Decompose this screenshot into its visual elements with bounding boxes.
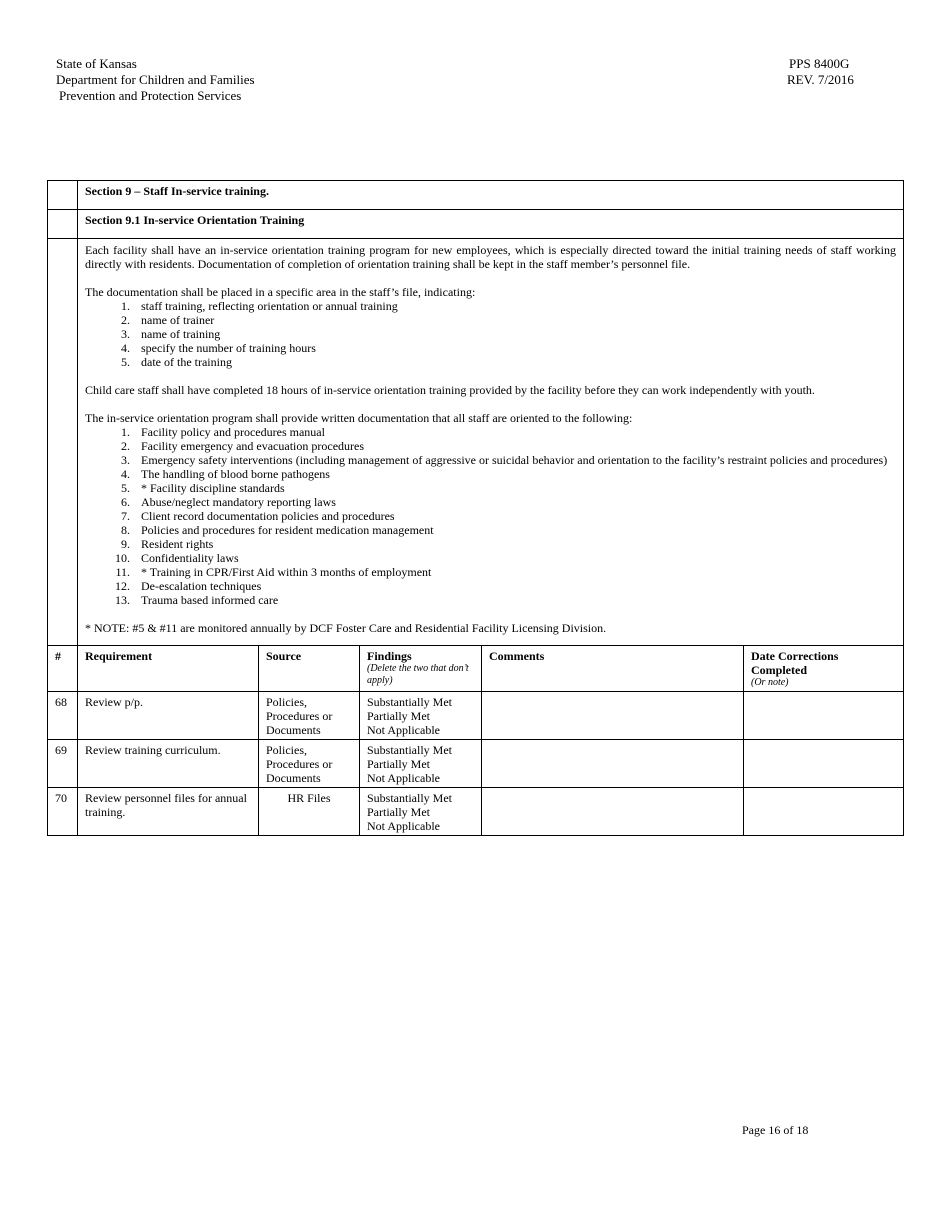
section-body-row xyxy=(48,239,904,646)
list-item xyxy=(85,509,896,523)
list-item-text: Confidentiality laws xyxy=(141,551,239,565)
list-item-number: 7. xyxy=(121,509,130,523)
findings-label: Findings xyxy=(367,649,412,663)
list-item-number: 5. xyxy=(121,481,130,495)
row-requirement: Review training curriculum. xyxy=(78,740,259,788)
list-item-number: 10. xyxy=(115,551,130,565)
list-item-text: Policies and procedures for resident medication management xyxy=(141,523,434,537)
division-name: Prevention and Protection Services xyxy=(59,88,242,103)
list-item-text: * Training in CPR/First Aid within 3 months of employment xyxy=(141,565,432,579)
list-item-text: Facility emergency and evacuation procedures xyxy=(141,439,365,453)
list-item-text: Emergency safety interventions (including management of aggressive or suicidal behavior and orientation to the facility’s restraint policies and procedures) xyxy=(141,453,888,467)
list-item xyxy=(85,425,896,439)
list-item xyxy=(85,579,896,593)
table-row xyxy=(48,692,904,740)
date-label-line1: Date Corrections xyxy=(751,649,839,663)
section-subtitle: Section 9.1 In-service Orientation Training xyxy=(78,210,904,239)
list-item-number: 12. xyxy=(115,579,130,593)
finding-option[interactable]: Substantially Met xyxy=(367,791,452,805)
paragraph-program: The in-service orientation program shall provide written documentation that all staff are oriented to the following: xyxy=(85,411,633,425)
list-item-text: date of the training xyxy=(141,355,232,369)
finding-option[interactable]: Partially Met xyxy=(367,805,430,819)
row-findings[interactable] xyxy=(360,740,482,788)
finding-option[interactable]: Not Applicable xyxy=(367,771,440,785)
column-header-row xyxy=(48,646,904,692)
row-requirement: Review p/p. xyxy=(78,692,259,740)
row-findings[interactable] xyxy=(360,788,482,836)
list-item-text: specify the number of training hours xyxy=(141,341,316,355)
list-item-number: 9. xyxy=(121,537,130,551)
list-item-number: 1. xyxy=(121,425,130,439)
list-item xyxy=(85,565,896,579)
row-comments[interactable] xyxy=(482,788,744,836)
row-comments[interactable] xyxy=(482,692,744,740)
row-number: 69 xyxy=(48,740,78,788)
list-item-text: staff training, reflecting orientation or annual training xyxy=(141,299,398,313)
list-item-number: 11. xyxy=(115,565,130,579)
finding-option[interactable]: Partially Met xyxy=(367,757,430,771)
list-item xyxy=(85,537,896,551)
list-item xyxy=(85,523,896,537)
requirements-table xyxy=(47,180,904,836)
documentation-list xyxy=(85,299,896,369)
row-requirement: Review personnel files for annual training. xyxy=(78,788,259,836)
finding-option[interactable]: Not Applicable xyxy=(367,819,440,833)
list-item xyxy=(85,453,896,467)
col-comments-header: Comments xyxy=(482,646,744,692)
list-item xyxy=(85,327,896,341)
list-item xyxy=(85,551,896,565)
row-date[interactable] xyxy=(744,692,904,740)
list-item-number: 8. xyxy=(121,523,130,537)
orientation-topics-list xyxy=(85,425,896,607)
paragraph-documentation: The documentation shall be placed in a specific area in the staff’s file, indicating: xyxy=(85,285,476,299)
list-item xyxy=(85,467,896,481)
col-source-header: Source xyxy=(259,646,360,692)
list-item xyxy=(85,299,896,313)
col-date-header xyxy=(744,646,904,692)
col-findings-header xyxy=(360,646,482,692)
list-item-text: The handling of blood borne pathogens xyxy=(141,467,330,481)
list-item-text: Resident rights xyxy=(141,537,214,551)
section-body xyxy=(78,239,904,646)
list-item-text: Abuse/neglect mandatory reporting laws xyxy=(141,495,336,509)
row-findings[interactable] xyxy=(360,692,482,740)
list-item xyxy=(85,593,896,607)
date-note: (Or note) xyxy=(751,677,789,688)
table-row xyxy=(48,788,904,836)
list-item xyxy=(85,355,896,369)
blank-cell xyxy=(48,210,78,239)
list-item-text: name of trainer xyxy=(141,313,215,327)
department-name: Department for Children and Families xyxy=(56,72,255,87)
row-source: HR Files xyxy=(259,788,360,836)
finding-option[interactable]: Substantially Met xyxy=(367,695,452,709)
table-row xyxy=(48,740,904,788)
list-item-number: 1. xyxy=(121,299,130,313)
list-item xyxy=(85,495,896,509)
list-item xyxy=(85,313,896,327)
list-item-number: 2. xyxy=(121,313,130,327)
findings-note: (Delete the two that don’t apply) xyxy=(367,663,469,686)
state-name: State of Kansas xyxy=(56,56,137,71)
list-item-text: De-escalation techniques xyxy=(141,579,262,593)
section-title: Section 9 – Staff In-service training. xyxy=(78,181,904,210)
agency-header xyxy=(56,56,255,104)
paragraph-intro: Each facility shall have an in-service orientation training program for new employees, which is especially directed toward the initial training needs of staff working directly with residents. Documentation of completion of orientation training shall be kept in the staff member’s personnel file. xyxy=(85,243,896,271)
page-number: Page 16 of 18 xyxy=(742,1123,809,1137)
list-item xyxy=(85,481,896,495)
section-subtitle-row xyxy=(48,210,904,239)
list-item-number: 13. xyxy=(115,593,130,607)
list-item-text: Trauma based informed care xyxy=(141,593,279,607)
form-id-header xyxy=(787,56,854,88)
date-label-line2: Completed xyxy=(751,663,807,677)
finding-option[interactable]: Partially Met xyxy=(367,709,430,723)
finding-option[interactable]: Not Applicable xyxy=(367,723,440,737)
list-item-text: * Facility discipline standards xyxy=(141,481,285,495)
row-number: 68 xyxy=(48,692,78,740)
list-item-text: name of training xyxy=(141,327,221,341)
note: * NOTE: #5 & #11 are monitored annually by DCF Foster Care and Residential Facility Licensing Division. xyxy=(85,621,607,635)
row-source: Policies, Procedures or Documents xyxy=(259,740,360,788)
section-title-row xyxy=(48,181,904,210)
row-date[interactable] xyxy=(744,788,904,836)
list-item-number: 5. xyxy=(121,355,130,369)
row-source: Policies, Procedures or Documents xyxy=(259,692,360,740)
list-item-text: Client record documentation policies and procedures xyxy=(141,509,395,523)
paragraph-hours: Child care staff shall have completed 18 hours of in-service orientation training provided by the facility before they can work independently with youth. xyxy=(85,383,815,397)
list-item-number: 6. xyxy=(121,495,130,509)
blank-cell xyxy=(48,239,78,646)
blank-cell xyxy=(48,181,78,210)
col-requirement-header: Requirement xyxy=(78,646,259,692)
row-date[interactable] xyxy=(744,740,904,788)
finding-option[interactable]: Substantially Met xyxy=(367,743,452,757)
list-item xyxy=(85,341,896,355)
form-number: PPS 8400G xyxy=(789,56,850,71)
list-item xyxy=(85,439,896,453)
list-item-number: 3. xyxy=(121,327,130,341)
row-number: 70 xyxy=(48,788,78,836)
list-item-number: 4. xyxy=(121,341,130,355)
list-item-number: 2. xyxy=(121,439,130,453)
list-item-text: Facility policy and procedures manual xyxy=(141,425,325,439)
list-item-number: 4. xyxy=(121,467,130,481)
row-comments[interactable] xyxy=(482,740,744,788)
list-item-number: 3. xyxy=(121,453,130,467)
col-num-header: # xyxy=(48,646,78,692)
revision-date: REV. 7/2016 xyxy=(787,72,854,87)
